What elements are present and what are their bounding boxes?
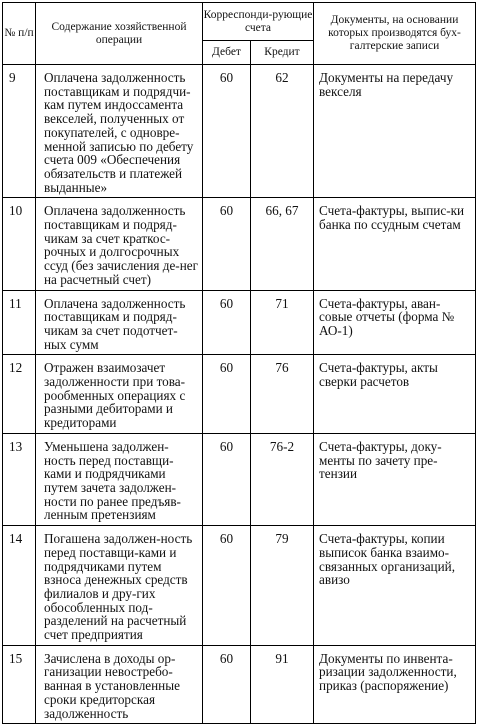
header-content: Содержание хозяйственной операции: [36, 3, 203, 65]
row-number: 11: [3, 290, 36, 355]
operation-content: Оплачена задолженность поставщикам и подряд-чикам за счет краткос-рочных и долгосрочных ссуд (без зачисления де-нег на расчетный счет): [36, 198, 203, 290]
table-row: [3, 645, 476, 724]
row-number: 15: [3, 645, 36, 724]
accounting-entries-table: [2, 2, 476, 724]
credit-account: 66, 67: [251, 198, 314, 290]
operation-content: Зачислена в доходы ор-ганизации невостребо-ванная в установленные сроки кредиторская задолженность: [36, 645, 203, 724]
operation-content: Отражен взаимозачет задолженности при това-рообменных операциях с разными дебиторами и кредиторами: [36, 355, 203, 434]
source-documents: Счета-фактуры, аван-совые отчеты (форма № АО-1): [314, 290, 476, 355]
operation-content: Уменьшена задолжен-ность перед поставщи-ками и подрядчиками путем зачета задолжен-ности по ранее предъяв-ленным претензиям: [36, 433, 203, 525]
table-row: [3, 290, 476, 355]
table-row: [3, 355, 476, 434]
debit-account: 60: [203, 433, 251, 525]
table-row: [3, 198, 476, 290]
header-number: № п/п: [3, 3, 36, 65]
source-documents: Счета-фактуры, выпис-ки банка по ссудным счетам: [314, 198, 476, 290]
row-number: 12: [3, 355, 36, 434]
credit-account: 71: [251, 290, 314, 355]
row-number: 14: [3, 526, 36, 646]
source-documents: Документы по инвента-ризации задолженности, приказ (распоряжение): [314, 645, 476, 724]
debit-account: 60: [203, 526, 251, 646]
row-number: 10: [3, 198, 36, 290]
credit-account: 62: [251, 65, 314, 198]
source-documents: Счета-фактуры, доку-менты по зачету пре-тензии: [314, 433, 476, 525]
operation-content: Оплачена задолженность поставщикам и подрядчи-кам путем индоссамента векселей, полученных от покупателей, с одновре-менной записью по дебету счета 009 «Обеспечения обязательств и платежей выданные»: [36, 65, 203, 198]
credit-account: 76-2: [251, 433, 314, 525]
debit-account: 60: [203, 645, 251, 724]
table-row: [3, 526, 476, 646]
credit-account: 76: [251, 355, 314, 434]
row-number: 9: [3, 65, 36, 198]
credit-account: 79: [251, 526, 314, 646]
operation-content: Погашена задолжен-ность перед поставщи-ками и подрядчиками путем взноса денежных средств филиалов и дру-гих обособленных под-разделений на расчетный счет предприятия: [36, 526, 203, 646]
header-accounts: Корреспонди-рующие счета: [203, 3, 314, 41]
header-credit: Кредит: [251, 41, 314, 65]
table-header: [3, 3, 476, 65]
debit-account: 60: [203, 355, 251, 434]
row-number: 13: [3, 433, 36, 525]
header-debit: Дебет: [203, 41, 251, 65]
debit-account: 60: [203, 65, 251, 198]
source-documents: Счета-фактуры, акты сверки расчетов: [314, 355, 476, 434]
table-row: [3, 433, 476, 525]
table-body: [3, 65, 476, 724]
source-documents: Документы на передачу векселя: [314, 65, 476, 198]
table-row: [3, 65, 476, 198]
header-documents: Документы, на основании которых производятся бух-галтерские записи: [314, 3, 476, 65]
operation-content: Оплачена задолженность поставщикам и подряд-чикам за счет подотчет-ных сумм: [36, 290, 203, 355]
debit-account: 60: [203, 290, 251, 355]
credit-account: 91: [251, 645, 314, 724]
source-documents: Счета-фактуры, копии выписок банка взаимо-связанных организаций, авизо: [314, 526, 476, 646]
debit-account: 60: [203, 198, 251, 290]
